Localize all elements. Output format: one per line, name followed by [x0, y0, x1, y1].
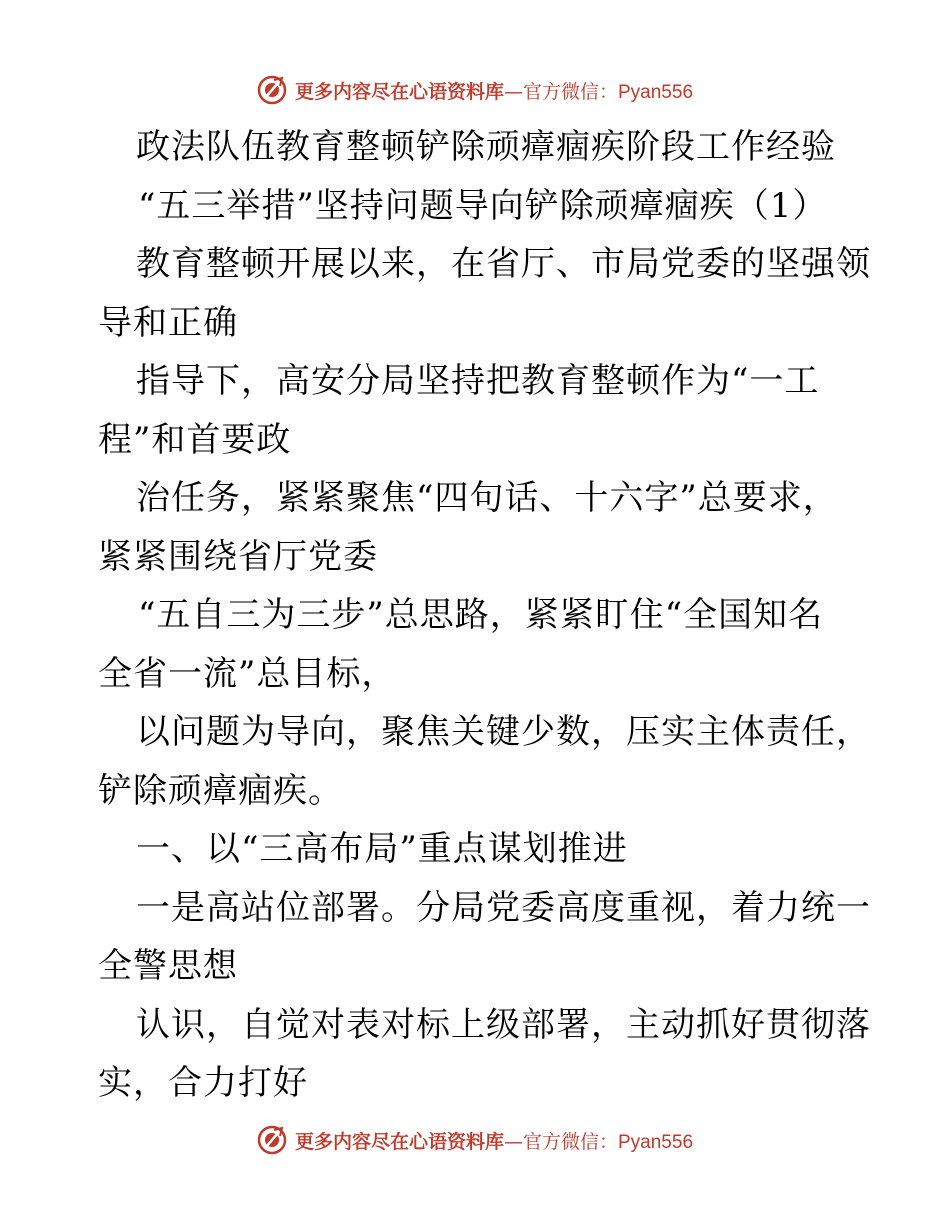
watermark-suffix-text: 官方微信： — [522, 1130, 618, 1153]
watermark-suffix-text: 官方微信： — [522, 80, 618, 103]
paragraph-line: 一是高站位部署。分局党委高度重视，着力统一 — [136, 887, 871, 928]
paragraph-line: 紧紧围绕省厅党委 — [98, 536, 378, 577]
paragraph-line: 教育整顿开展以来，在省厅、市局党委的坚强领 — [136, 244, 871, 284]
watermark-separator: — — [503, 1130, 523, 1153]
watermark-separator: — — [503, 80, 523, 103]
header-watermark-banner — [0, 70, 950, 110]
watermark-text — [295, 77, 693, 104]
paragraph-line: 全省一流”总目标， — [98, 653, 397, 694]
document-title: 政法队伍教育整顿铲除顽瘴痼疾阶段工作经验 — [136, 127, 836, 167]
document-body — [98, 118, 871, 1113]
paragraph-line: 认识，自觉对表对标上级部署，主动抓好贯彻落 — [136, 1004, 871, 1045]
paragraph-line: 实，合力打好 — [98, 1063, 308, 1103]
paragraph-line: 治任务，紧紧聚焦“四句话、十六字”总要求， — [136, 478, 838, 518]
paragraph-line: 全警思想 — [98, 946, 238, 986]
paragraph-line: 铲除顽瘴痼疾。 — [98, 770, 343, 811]
paragraph-line: 导和正确 — [98, 302, 238, 343]
watermark-wechat-id: Pyan556 — [618, 1131, 694, 1153]
paragraph-line: 指导下，高安分局坚持把教育整顿作为“一工 — [136, 361, 820, 401]
document-subtitle: “五三举措”坚持问题导向铲除顽瘴痼疾（1） — [138, 185, 828, 226]
paragraph-line: “五自三为三步”总思路，紧紧盯住“全国知名 — [138, 595, 824, 635]
watermark-main-text: 更多内容尽在心语资料库 — [294, 80, 504, 103]
section-heading: 一、以“三高布局”重点谋划推进 — [136, 829, 628, 869]
watermark-main-text: 更多内容尽在心语资料库 — [294, 1130, 504, 1153]
footer-watermark-banner — [0, 1120, 950, 1160]
brand-logo-icon — [257, 75, 287, 105]
paragraph-line: 程”和首要政 — [98, 419, 292, 460]
brand-logo-icon — [257, 1125, 287, 1155]
paragraph-line: 以问题为导向，聚焦关键少数，压实主体责任， — [136, 712, 871, 752]
watermark-text — [295, 1127, 693, 1154]
watermark-wechat-id: Pyan556 — [618, 81, 694, 103]
